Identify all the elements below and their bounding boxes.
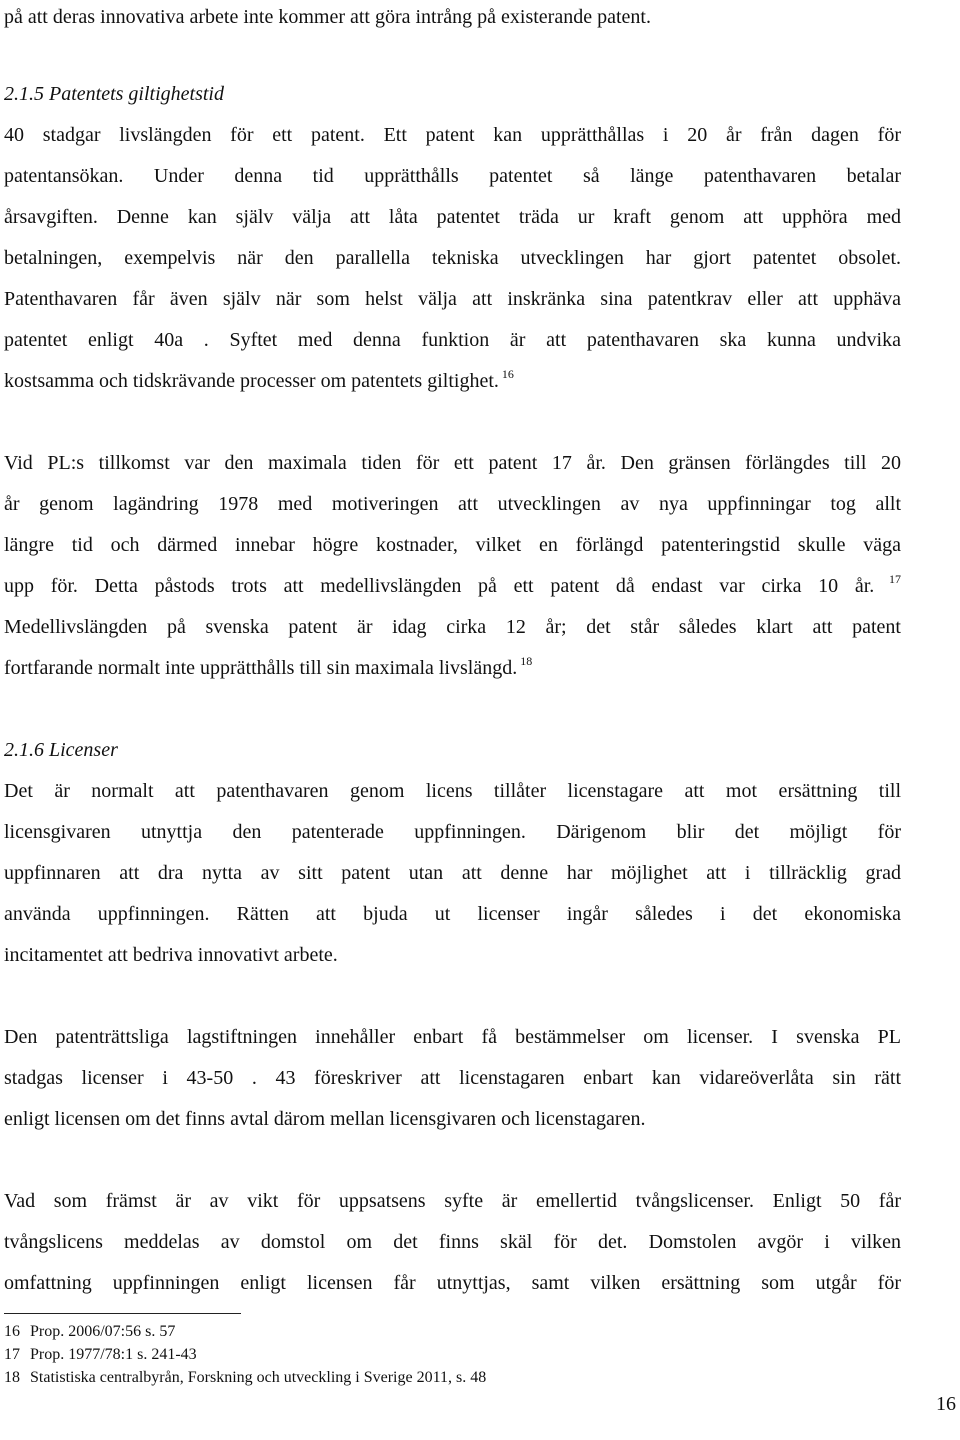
line-text: 40 stadgar livslängden för ett patent. Ett patent kan upprätthållas i 20 år från dagen för xyxy=(4,124,901,146)
line-text: stadgas licenser i 43-50 . 43 föreskriver att licenstagaren enbart kan vidareöverlåta sin rätt xyxy=(4,1067,901,1089)
text-line xyxy=(4,1229,901,1255)
text-line xyxy=(4,655,901,681)
line-text: licensgivaren utnyttja den patenterade uppfinningen. Därigenom blir det möjligt för xyxy=(4,821,901,843)
footnote xyxy=(4,1368,486,1388)
text-line xyxy=(4,1188,901,1214)
footnote-number: 18 xyxy=(4,1369,20,1386)
section-heading xyxy=(4,737,901,763)
footnote-reference[interactable]: 18 xyxy=(517,654,533,668)
line-text: Den patenträttsliga lagstiftningen innehåller enbart få bestämmelser om licenser. I svenska PL xyxy=(4,1026,901,1048)
line-text: Vid PL:s tillkomst var den maximala tiden för ett patent 17 år. Den gränsen förlängdes till 20 xyxy=(4,452,901,474)
text-line xyxy=(4,122,901,148)
footnote-text: Prop. 1977/78:1 s. 241-43 xyxy=(30,1346,197,1363)
section-heading xyxy=(4,81,901,107)
line-text: 2.1.6 Licenser xyxy=(4,739,118,761)
text-line xyxy=(4,942,901,968)
line-text: Det är normalt att patenthavaren genom licens tillåter licenstagare att mot ersättning till xyxy=(4,780,901,802)
line-text: fortfarande normalt inte upprätthålls till sin maximala livslängd. xyxy=(4,657,518,679)
text-line xyxy=(4,614,901,640)
text-line xyxy=(4,860,901,886)
footnote-number: 17 xyxy=(4,1346,20,1363)
text-line xyxy=(4,819,901,845)
line-text: incitamentet att bedriva innovativt arbete. xyxy=(4,944,338,966)
footnote-number: 16 xyxy=(4,1323,20,1340)
line-text: 2.1.5 Patentets giltighetstid xyxy=(4,83,224,105)
text-line xyxy=(4,1065,901,1091)
page-number: 16 xyxy=(936,1393,956,1415)
footnote-separator xyxy=(4,1313,241,1314)
line-text: på att deras innovativa arbete inte kommer att göra intrång på existerande patent. xyxy=(4,6,651,28)
line-text: betalningen, exempelvis när den parallella tekniska utvecklingen har gjort patentet obsolet. xyxy=(4,247,901,269)
line-text: Medellivslängden på svenska patent är idag cirka 12 år; det står således klart att patent xyxy=(4,616,901,638)
line-text: patentet enligt 40a . Syftet med denna funktion är att patenthavaren ska kunna undvika xyxy=(4,329,901,351)
line-text: år genom lagändring 1978 med motiveringen att utvecklingen av nya uppfinningar tog allt xyxy=(4,493,901,515)
line-text: kostsamma och tidskrävande processer om patentets giltighet. xyxy=(4,370,499,392)
text-line xyxy=(4,204,901,230)
line-text: patentansökan. Under denna tid upprätthålls patentet så länge patenthavaren betalar xyxy=(4,165,901,187)
line-text: upp för. Detta påstods trots att medellivslängden på ett patent då endast var cirka 10 år. xyxy=(4,575,875,597)
footnote-reference[interactable]: 17 xyxy=(874,572,902,586)
footnote-reference[interactable]: 16 xyxy=(498,367,514,381)
text-line xyxy=(4,491,901,517)
text-line xyxy=(4,901,901,927)
line-text: uppfinnaren att dra nytta av sitt patent utan att denne har möjlighet att i tillräcklig grad xyxy=(4,862,901,884)
text-line xyxy=(4,368,901,394)
line-text: tvångslicens meddelas av domstol om det finns skäl för det. Domstolen avgör i vilken xyxy=(4,1231,901,1253)
line-text: använda uppfinningen. Rätten att bjuda ut licenser ingår således i det ekonomiska xyxy=(4,903,901,925)
text-line xyxy=(4,1106,901,1132)
text-line xyxy=(4,532,901,558)
line-text: Patenthavaren får även själv när som helst välja att inskränka sina patentkrav eller att upphäva xyxy=(4,288,901,310)
text-line xyxy=(4,778,901,804)
text-line xyxy=(4,1270,901,1296)
line-text: omfattning uppfinningen enligt licensen får utnyttjas, samt vilken ersättning som utgår för xyxy=(4,1272,901,1294)
text-line xyxy=(4,245,901,271)
text-line xyxy=(4,286,901,312)
text-line xyxy=(4,4,901,30)
footnote xyxy=(4,1345,197,1365)
footnote-text: Prop. 2006/07:56 s. 57 xyxy=(30,1323,176,1340)
line-text: längre tid och därmed innebar högre kostnader, vilket en förlängd patenteringstid skulle väga xyxy=(4,534,901,556)
line-text: enligt licensen om det finns avtal därom mellan licensgivaren och licenstagaren. xyxy=(4,1108,646,1130)
footnote-text: Statistiska centralbyrån, Forskning och utveckling i Sverige 2011, s. 48 xyxy=(30,1369,487,1386)
line-text: årsavgiften. Denne kan själv välja att låta patentet träda ur kraft genom att upphöra med xyxy=(4,206,901,228)
text-line xyxy=(4,1024,901,1050)
text-line xyxy=(4,163,901,189)
footnote xyxy=(4,1322,175,1342)
text-line xyxy=(4,573,901,599)
text-line xyxy=(4,327,901,353)
text-line xyxy=(4,450,901,476)
line-text: Vad som främst är av vikt för uppsatsens syfte är emellertid tvångslicenser. Enligt 50 får xyxy=(4,1190,901,1212)
